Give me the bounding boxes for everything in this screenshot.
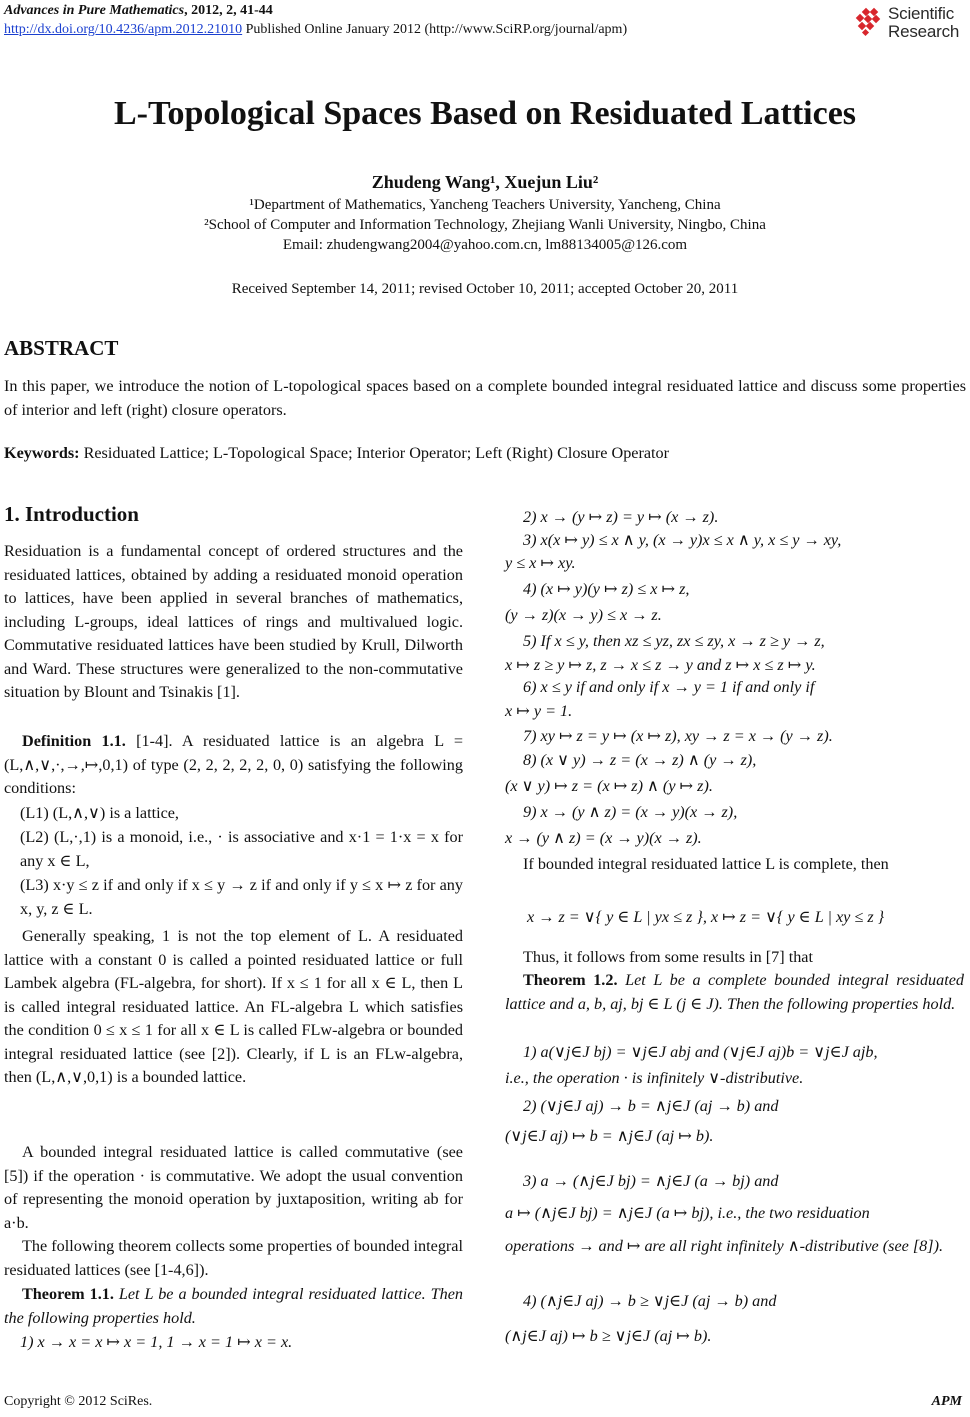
theorem-1-1-item-1: 1) x → x = x ↦ x = 1, 1 → x = 1 ↦ x = x. xyxy=(20,1333,293,1351)
theorem-1-2 xyxy=(505,969,964,1016)
t12-item-3: 3) a → (∧j∈J bj) = ∧j∈J (a → bj) and xyxy=(523,1172,779,1190)
property-3: 3) x(x ↦ y) ≤ x ∧ y, (x → y)x ≤ x ∧ y, x ≤ y → xy, xyxy=(523,531,842,549)
definition-text: [1-4]. A residuated lattice is an algebra L = (L,∧,∨,·,→,↦,0,1) of type (2, 2, 2, 2, 2, 0, 0) satisfying the following conditions: xyxy=(4,732,463,797)
footer-copyright: Copyright © 2012 SciRes. xyxy=(4,1394,153,1409)
theorem-1-1-text: Let L be a bounded integral residuated lattice. Then the following properties hold. xyxy=(4,1285,463,1327)
abstract-text: In this paper, we introduce the notion of L-topological spaces based on a complete bounded integral residuated lattice and discuss some properties of interior and left (right) closure operators. xyxy=(4,377,966,419)
t12-item-1-cont: i.e., the operation · is infinitely ∨-distributive. xyxy=(505,1069,804,1087)
journal-header xyxy=(4,3,273,19)
condition-l3: (L3) x·y ≤ z if and only if x ≤ y → z if and only if y ≤ x ↦ z for any x, y, z ∈ L. xyxy=(20,876,463,918)
keywords-text: Residuated Lattice; L-Topological Space; Interior Operator; Left (Right) Closure Operator xyxy=(79,444,670,462)
theorem-1-2-text: Let L be a complete bounded integral residuated lattice and a, b, aj, bj ∈ L (j ∈ J). Then the following properties hold. xyxy=(505,971,965,1013)
general-paragraph: Generally speaking, 1 is not the top element of L. A residuated lattice with a constant 0 is called a pointed residuated lattice or full Lambek algebra (FL-algebra, for short). If x ≤ 1 for all x ∈ L, then L is called integral residuated lattice. An FL-algebra L which satisfies the condition 0 ≤ x ≤ 1 for all x ∈ L is called FLw-algebra or bounded integral residuated lattice (see [2]). Clearly, if L is an FLw-algebra, then (L,∧,∨,0,1) is a bounded lattice. xyxy=(4,927,463,1086)
t12-item-2-cont: (∨j∈J aj) ↦ b = ∧j∈J (aj ↦ b). xyxy=(505,1127,714,1145)
condition-l1: (L1) (L,∧,∨) is a lattice, xyxy=(20,804,179,822)
logo-text-line1: Scientific xyxy=(888,4,955,23)
intro-paragraph: Residuation is a fundamental concept of ordered structures and the residuated lattices, obtained by adding a residuated monoid operation to lattices, have been applied in several branches of mathematics, including L-groups, ideal lattices of rings and multivalued logic. Commutative residuated lattices have been studied by Krull, Dilworth and Ward. These structures were generalized to the non-commutative situation by Blount and Tsinakis [1]. xyxy=(4,542,463,701)
complete-paragraph: If bounded integral residuated lattice L is complete, then xyxy=(523,855,889,873)
theorem-1-2-label: Theorem 1.2. xyxy=(523,971,618,989)
collects-paragraph: The following theorem collects some properties of bounded integral residuated lattices (see [1-4,6]). xyxy=(4,1237,463,1279)
email-line: Email: zhudengwang2004@yahoo.com.cn, lm88134005@126.com xyxy=(282,237,688,253)
doi-line xyxy=(4,22,627,38)
publisher-logo xyxy=(855,3,970,43)
property-7: 7) xy ↦ z = y ↦ (x ↦ z), xy → z = x → (y → z). xyxy=(523,727,833,745)
received-dates: Received September 14, 2011; revised October 10, 2011; accepted October 20, 2011 xyxy=(231,281,739,297)
section-heading-introduction: 1. Introduction xyxy=(4,502,139,526)
property-8-cont: (x ∨ y) ↦ z = (x ↦ z) ∧ (y ↦ z). xyxy=(505,777,713,795)
theorem-1-1 xyxy=(4,1283,463,1330)
t12-item-3-cont2: operations → and ↦ are all right infinitely ∧-distributive (see [8]). xyxy=(505,1237,944,1255)
property-5: 5) If x ≤ y, then xz ≤ yz, zx ≤ zy, x → z ≥ y → z, xyxy=(523,632,825,650)
keywords-line xyxy=(4,442,966,466)
footer-journal-abbr: APM xyxy=(931,1394,962,1409)
thus-paragraph: Thus, it follows from some results in [7] that xyxy=(523,948,813,966)
t12-item-4-cont: (∧j∈J aj) ↦ b ≥ ∨j∈J (aj ↦ b). xyxy=(505,1327,712,1345)
commutative-paragraph: A bounded integral residuated lattice is called commutative (see [5]) if the operation · is commutative. We adopt the usual convention of representing the monoid operation by juxtaposition, writing ab for a·b. xyxy=(4,1143,463,1232)
definition-1-1 xyxy=(4,730,463,801)
journal-volume: , 2012, 2, 41-44 xyxy=(184,3,273,18)
property-4-cont: (y → z)(x → y) ≤ x → z. xyxy=(505,606,662,624)
property-9-cont: x → (y ∧ z) = (x → y)(x → z). xyxy=(505,829,702,847)
residuation-formula: x → z = ∨{ y ∈ L | yx ≤ z }, x ↦ z = ∨{ y ∈ L | xy ≤ z } xyxy=(527,908,885,926)
affiliation-1: ¹Department of Mathematics, Yancheng Teachers University, Yancheng, China xyxy=(249,197,721,213)
t12-item-2: 2) (∨j∈J aj) → b = ∧j∈J (aj → b) and xyxy=(523,1097,779,1115)
paper-title-text: L-Topological Spaces Based on Residuated Lattices xyxy=(113,95,857,132)
author-list: Zhudeng Wang¹, Xuejun Liu² xyxy=(371,172,599,192)
property-6-cont: x ↦ y = 1. xyxy=(505,702,573,720)
paper-title xyxy=(0,95,970,133)
property-3-cont: y ≤ x ↦ xy. xyxy=(505,554,576,572)
t12-item-4: 4) (∧j∈J aj) → b ≥ ∨j∈J (aj → b) and xyxy=(523,1292,777,1310)
doi-link[interactable]: http://dx.doi.org/10.4236/apm.2012.21010 xyxy=(4,22,243,37)
journal-name: Advances in Pure Mathematics xyxy=(4,3,185,18)
definition-label: Definition 1.1. xyxy=(22,732,126,750)
t12-item-3-cont: a ↦ (∧j∈J bj) = ∧j∈J (a ↦ bj), i.e., the two residuation xyxy=(505,1204,870,1222)
keywords-label: Keywords: xyxy=(4,444,80,462)
property-5-cont: x ↦ z ≥ y ↦ z, z → x ≤ z → y and z ↦ x ≤ z ↦ y. xyxy=(505,656,816,674)
theorem-1-1-label: Theorem 1.1. xyxy=(22,1285,114,1303)
property-6: 6) x ≤ y if and only if x → y = 1 if and only if xyxy=(523,678,815,696)
t12-item-1: 1) a(∨j∈J bj) = ∨j∈J abj and (∨j∈J aj)b = ∨j∈J ajb, xyxy=(523,1043,878,1061)
condition-l2: (L2) (L,·,1) is a monoid, i.e., · is associative and x·1 = 1·x = x for any x ∈ L, xyxy=(20,828,463,870)
property-9: 9) x → (y ∧ z) = (x → y)(x → z), xyxy=(523,803,738,821)
sciresearch-logo-icon xyxy=(855,7,885,37)
published-online: Published Online January 2012 (http://www.SciRP.org/journal/apm) xyxy=(242,22,628,37)
property-8: 8) (x ∨ y) → z = (x → z) ∧ (y → z), xyxy=(523,751,757,769)
logo-text-line2: Research xyxy=(888,22,960,41)
property-4: 4) (x ↦ y)(y ↦ z) ≤ x ↦ z, xyxy=(523,580,690,598)
affiliation-2: ²School of Computer and Information Technology, Zhejiang Wanli University, Ningbo, China xyxy=(204,217,766,233)
abstract-heading: ABSTRACT xyxy=(4,336,119,360)
property-2: 2) x → (y ↦ z) = y ↦ (x → z). xyxy=(523,508,719,526)
